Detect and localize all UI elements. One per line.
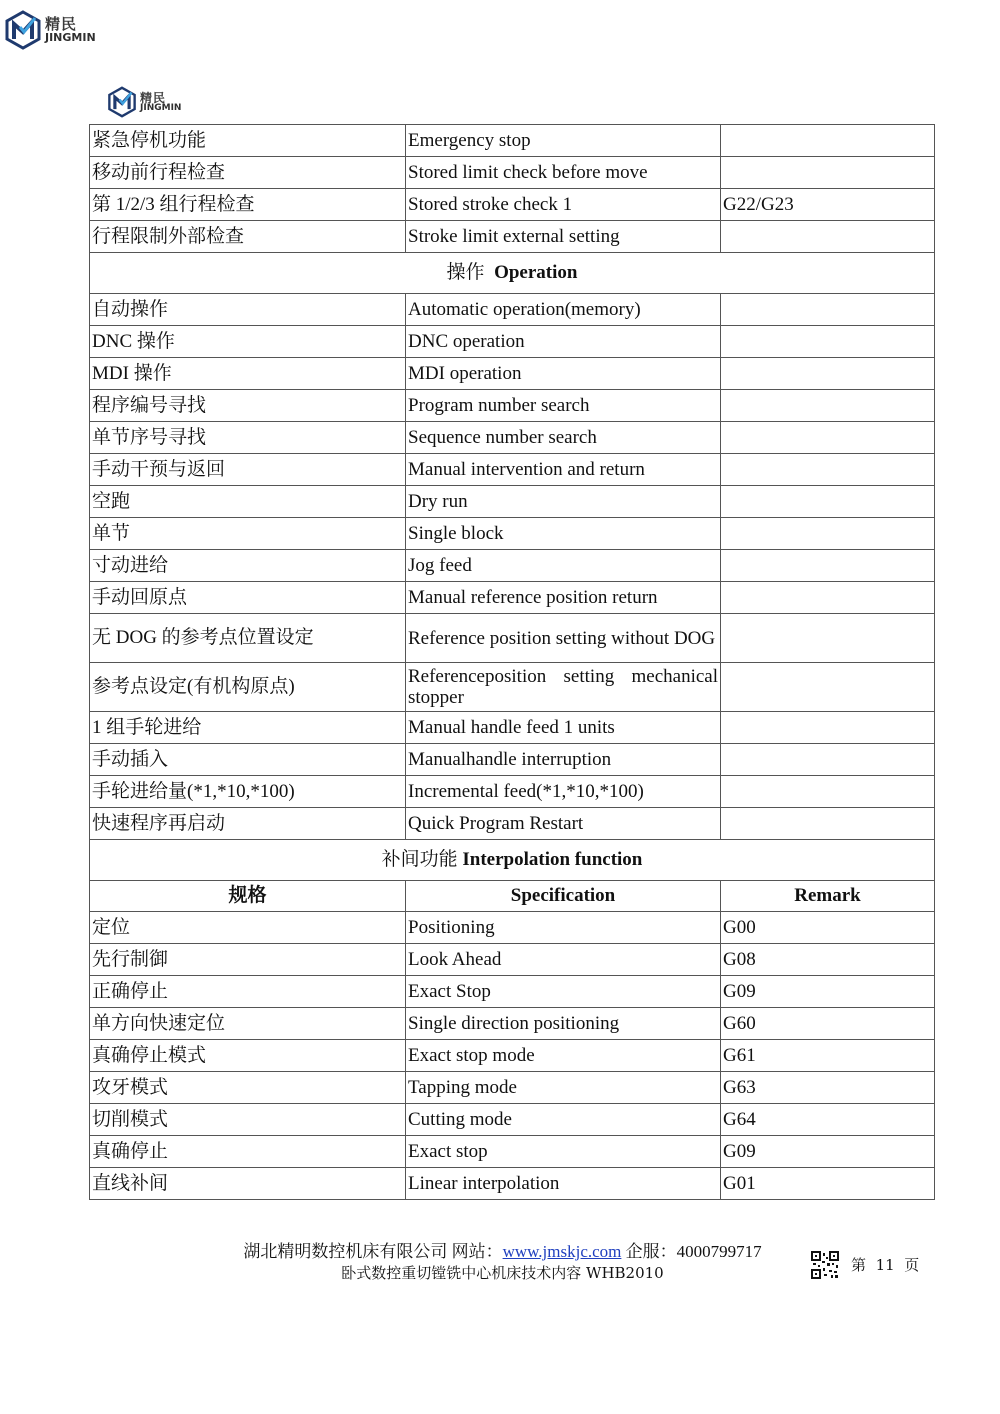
table-row: [90, 744, 935, 776]
spec-cn-cell: 单节: [90, 518, 406, 550]
remark-cell: [721, 712, 935, 744]
remark-cell: [721, 614, 935, 663]
table-row: [90, 976, 935, 1008]
spec-en-cell: Jog feed: [406, 550, 721, 582]
spec-cn-cell: MDI 操作: [90, 358, 406, 390]
table-row: [90, 1104, 935, 1136]
footer-company: 湖北精明数控机床有限公司: [243, 1242, 448, 1261]
qr-code-icon: [811, 1251, 839, 1279]
brand-logo-header: [107, 86, 181, 118]
spec-cn-cell: 第 1/2/3 组行程检查: [90, 189, 406, 221]
section-title: [90, 253, 935, 294]
table-row: [90, 582, 935, 614]
table-row: [90, 808, 935, 840]
table-row: [90, 663, 935, 712]
section-title: [90, 840, 935, 881]
spec-en-cell: MDI operation: [406, 358, 721, 390]
spec-en-cell: Single block: [406, 518, 721, 550]
section-title-cn: 补间功能: [381, 849, 458, 870]
footer-doc-title: 卧式数控重切镗铣中心机床技术内容 WHB2010: [341, 1264, 664, 1282]
spec-en-cell: Stored stroke check 1: [406, 189, 721, 221]
spec-en-cell: Look Ahead: [406, 944, 721, 976]
remark-cell: G09: [721, 976, 935, 1008]
spec-en-cell: Quick Program Restart: [406, 808, 721, 840]
spec-cn-cell: 寸动进给: [90, 550, 406, 582]
table-row: [90, 776, 935, 808]
spec-en-cell: Automatic operation(memory): [406, 294, 721, 326]
spec-en-cell: Manual intervention and return: [406, 454, 721, 486]
remark-cell: [721, 294, 935, 326]
spec-en-cell: Positioning: [406, 912, 721, 944]
spec-cn-cell: 正确停止: [90, 976, 406, 1008]
table-row: [90, 358, 935, 390]
remark-cell: [721, 422, 935, 454]
remark-cell: [721, 326, 935, 358]
table-row: [90, 518, 935, 550]
spec-en-cell: Reference position setting without DOG: [406, 614, 721, 663]
brand-logo-top: [4, 10, 96, 50]
remark-cell: [721, 390, 935, 422]
hexagon-m-logo-icon: [107, 86, 137, 118]
table-row: [90, 326, 935, 358]
logo-en-text: JINGMIN: [140, 102, 182, 113]
remark-cell: [721, 221, 935, 253]
spec-cn-cell: 先行制御: [90, 944, 406, 976]
remark-cell: [721, 582, 935, 614]
spec-en-cell: Emergency stop: [406, 125, 721, 157]
section-title-en: Interpolation function: [462, 849, 643, 870]
spec-cn-cell: 程序编号寻找: [90, 390, 406, 422]
spec-en-cell: Incremental feed(*1,*10,*100): [406, 776, 721, 808]
spec-cn-cell: 参考点设定(有机构原点): [90, 663, 406, 712]
table-row: [90, 1040, 935, 1072]
spec-cn-cell: 自动操作: [90, 294, 406, 326]
table-row: [90, 1008, 935, 1040]
table-row: [90, 550, 935, 582]
spec-en-cell: Exact Stop: [406, 976, 721, 1008]
remark-cell: [721, 454, 935, 486]
remark-cell: [721, 550, 935, 582]
spec-cn-cell: 快速程序再启动: [90, 808, 406, 840]
table-row: [90, 912, 935, 944]
spec-en-cell: Dry run: [406, 486, 721, 518]
remark-cell: [721, 518, 935, 550]
spec-table: [89, 124, 935, 1200]
spec-en-cell: Exact stop: [406, 1136, 721, 1168]
table-row: [90, 454, 935, 486]
spec-cn-cell: 1 组手轮进给: [90, 712, 406, 744]
table-row: [90, 221, 935, 253]
spec-en-cell: Manual reference position return: [406, 582, 721, 614]
column-header-row: [90, 881, 935, 912]
remark-cell: [721, 157, 935, 189]
remark-cell: G00: [721, 912, 935, 944]
section-header-row: [90, 253, 935, 294]
spec-en-cell: DNC operation: [406, 326, 721, 358]
logo-en-text: JINGMIN: [45, 31, 96, 44]
spec-cn-cell: 移动前行程检查: [90, 157, 406, 189]
spec-en-cell: Stroke limit external setting: [406, 221, 721, 253]
spec-cn-cell: 单方向快速定位: [90, 1008, 406, 1040]
spec-en-cell: Manualhandle interruption: [406, 744, 721, 776]
table-row: [90, 944, 935, 976]
remark-cell: G61: [721, 1040, 935, 1072]
footer-doc-line: [0, 1262, 1000, 1283]
footer-company-line: [0, 1237, 1000, 1262]
spec-en-cell: Linear interpolation: [406, 1168, 721, 1200]
hexagon-m-logo-icon: [4, 10, 42, 50]
spec-cn-cell: 手动干预与返回: [90, 454, 406, 486]
spec-en-cell: Referenceposition setting mechanical stopper: [406, 663, 721, 712]
table-row: [90, 614, 935, 663]
spec-cn-cell: 真确停止模式: [90, 1040, 406, 1072]
footer-service-phone: 4000799717: [676, 1242, 762, 1261]
remark-cell: [721, 358, 935, 390]
remark-cell: [721, 744, 935, 776]
table-row: [90, 390, 935, 422]
spec-cn-cell: 紧急停机功能: [90, 125, 406, 157]
remark-cell: [721, 776, 935, 808]
logo-cn-text: 精民: [140, 90, 167, 105]
remark-cell: [721, 125, 935, 157]
spec-cn-cell: 手动插入: [90, 744, 406, 776]
remark-cell: G64: [721, 1104, 935, 1136]
table-row: [90, 1136, 935, 1168]
remark-cell: G63: [721, 1072, 935, 1104]
spec-en-cell: Sequence number search: [406, 422, 721, 454]
table-row: [90, 157, 935, 189]
spec-cn-cell: 行程限制外部检查: [90, 221, 406, 253]
section-title-cn: 操作: [446, 262, 485, 283]
remark-cell: G60: [721, 1008, 935, 1040]
spec-en-cell: Program number search: [406, 390, 721, 422]
spec-cn-cell: 直线补间: [90, 1168, 406, 1200]
spec-cn-cell: 攻牙模式: [90, 1072, 406, 1104]
spec-en-cell: Single direction positioning: [406, 1008, 721, 1040]
spec-en-cell: Tapping mode: [406, 1072, 721, 1104]
spec-cn-cell: 定位: [90, 912, 406, 944]
spec-en-cell: Cutting mode: [406, 1104, 721, 1136]
spec-en-cell: Exact stop mode: [406, 1040, 721, 1072]
table-row: [90, 189, 935, 221]
section-header-row: [90, 840, 935, 881]
spec-cn-cell: 手轮进给量(*1,*10,*100): [90, 776, 406, 808]
spec-cn-cell: 切削模式: [90, 1104, 406, 1136]
remark-cell: G09: [721, 1136, 935, 1168]
spec-en-cell: Manual handle feed 1 units: [406, 712, 721, 744]
table-row: [90, 712, 935, 744]
spec-en-cell: Stored limit check before move: [406, 157, 721, 189]
remark-cell: [721, 486, 935, 518]
spec-cn-cell: DNC 操作: [90, 326, 406, 358]
logo-cn-text: 精民: [45, 15, 78, 33]
table-row: [90, 294, 935, 326]
footer-service-label: 企服：: [625, 1242, 677, 1261]
table-row: [90, 486, 935, 518]
column-header-remark: Remark: [721, 881, 935, 912]
page-number: 第 11 页: [851, 1256, 920, 1274]
remark-cell: G01: [721, 1168, 935, 1200]
spec-cn-cell: 无 DOG 的参考点位置设定: [90, 614, 406, 663]
footer-website-link[interactable]: www.jmskjc.com: [502, 1242, 622, 1261]
spec-cn-cell: 手动回原点: [90, 582, 406, 614]
spec-cn-cell: 真确停止: [90, 1136, 406, 1168]
section-title-en: Operation: [494, 262, 578, 283]
spec-cn-cell: 空跑: [90, 486, 406, 518]
remark-cell: G08: [721, 944, 935, 976]
table-row: [90, 422, 935, 454]
table-row: [90, 1072, 935, 1104]
remark-cell: [721, 663, 935, 712]
table-row: [90, 1168, 935, 1200]
remark-cell: [721, 808, 935, 840]
footer-website-label: 网站：: [451, 1242, 503, 1261]
column-header-specification: Specification: [406, 881, 721, 912]
table-row: [90, 125, 935, 157]
column-header-cn: 规格: [90, 881, 406, 912]
spec-cn-cell: 单节序号寻找: [90, 422, 406, 454]
remark-cell: G22/G23: [721, 189, 935, 221]
